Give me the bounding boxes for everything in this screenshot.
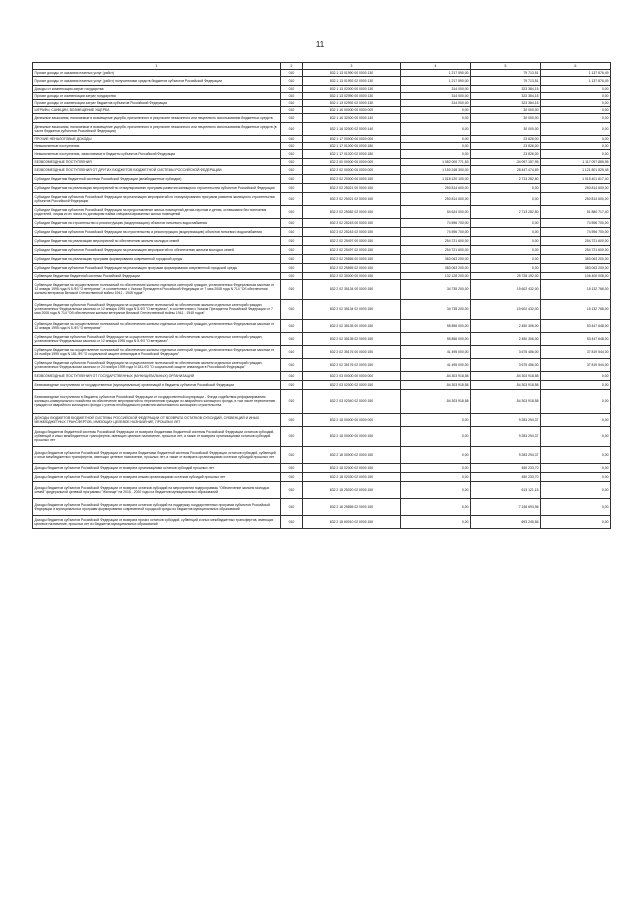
row-line-code-cell: 010 [281, 380, 303, 389]
row-name-cell: Прочие доходы от компенсации затрат бюджетов субъектов Российской Федерации [33, 99, 281, 106]
table-row [33, 99, 611, 106]
row-remaining-cell: 254 721 600,00 [541, 245, 611, 254]
row-name-cell: Прочие доходы от компенсации затрат государства [33, 92, 281, 99]
row-budget-code-cell: 832 2 18 00000 00 0000 000 [303, 413, 401, 426]
row-approved-cell: 0,00 [401, 142, 471, 149]
row-name-cell: Субсидии бюджетам на реализацию мероприятий по обеспечению жильем молодых семей [33, 236, 281, 245]
row-name-cell: Субвенции бюджетам на осуществление полномочий по обеспечению жильем отдельных категорий граждан, установленных Федеральным законом от 12 января 1995 года N 5-ФЗ "О ветеранах" [33, 319, 281, 332]
row-budget-code-cell: 832 1 16 32000 00 0000 140 [303, 113, 401, 122]
row-remaining-cell: 1 015 401 817,40 [541, 174, 611, 183]
table-row [33, 218, 611, 227]
row-executed-cell: 19 602 432,00 [471, 279, 541, 299]
table-body [33, 69, 611, 528]
row-executed-cell: 25 728 192,00 [471, 272, 541, 279]
row-remaining-cell: 53 447 648,00 [541, 319, 611, 332]
row-budget-code-cell: 832 1 17 01020 02 0000 180 [303, 149, 401, 158]
row-remaining-cell: 383 063 200,00 [541, 263, 611, 272]
page-number: 11 [315, 40, 325, 49]
row-line-code-cell: 010 [281, 272, 303, 279]
column-header-5: 5 [471, 63, 541, 70]
row-budget-code-cell: 832 2 02 35176 02 0000 150 [303, 358, 401, 371]
row-remaining-cell: 0,00 [541, 92, 611, 99]
column-header-6: 6 [541, 63, 611, 70]
table-row [33, 263, 611, 272]
row-approved-cell: 55 856 000,00 [401, 332, 471, 345]
row-budget-code-cell: 832 2 02 35134 02 0000 150 [303, 299, 401, 319]
table-row [33, 174, 611, 183]
row-executed-cell: 9 283 294,37 [471, 446, 541, 463]
row-name-cell: Невыясненные поступления, зачисляемые в бюджеты субъектов Российской Федерации [33, 149, 281, 158]
row-line-code-cell: 010 [281, 498, 303, 515]
table-row [33, 358, 611, 371]
row-executed-cell: 0,00 [471, 236, 541, 245]
row-approved-cell: 1 018 120 100,00 [401, 174, 471, 183]
row-line-code-cell: 010 [281, 481, 303, 498]
row-approved-cell: 254 721 600,00 [401, 245, 471, 254]
row-name-cell: Субсидии бюджетам на реализацию программ формирования современной городской среды [33, 254, 281, 263]
row-budget-code-cell: 832 1 13 02000 00 0000 130 [303, 85, 401, 92]
row-remaining-cell: 0,00 [541, 99, 611, 106]
row-approved-cell: 250 814 600,00 [401, 192, 471, 205]
row-executed-cell: 0,00 [471, 245, 541, 254]
table-row [33, 158, 611, 165]
row-line-code-cell: 010 [281, 165, 303, 174]
table-row [33, 426, 611, 446]
column-header-4: 4 [401, 63, 471, 70]
table-row [33, 135, 611, 142]
row-name-cell: Доходы от компенсации затрат государства [33, 85, 281, 92]
row-executed-cell: 30 000,00 [471, 122, 541, 135]
row-executed-cell: 450 233,70 [471, 463, 541, 472]
row-approved-cell: -54 303 918,58 [401, 380, 471, 389]
row-line-code-cell: 010 [281, 158, 303, 165]
table-row [33, 389, 611, 413]
row-line-code-cell: 010 [281, 463, 303, 472]
row-budget-code-cell: 832 2 03 02000 02 0000 150 [303, 380, 401, 389]
row-approved-cell: 0,00 [401, 426, 471, 446]
row-name-cell: БЕЗВОЗМЕЗДНЫЕ ПОСТУПЛЕНИЯ ОТ ГОСУДАРСТВЕННЫХ (МУНИЦИПАЛЬНЫХ) ОРГАНИЗАЦИЙ [33, 371, 281, 380]
row-line-code-cell: 010 [281, 227, 303, 236]
row-executed-cell: 30 000,00 [471, 113, 541, 122]
row-approved-cell: 1 217 590,00 [401, 69, 471, 76]
row-budget-code-cell: 832 2 02 00000 00 0000 000 [303, 165, 401, 174]
row-line-code-cell: 010 [281, 345, 303, 358]
row-executed-cell: 0,00 [471, 218, 541, 227]
row-remaining-cell: 254 721 600,00 [541, 236, 611, 245]
row-remaining-cell: 0,00 [541, 371, 611, 380]
row-line-code-cell: 010 [281, 174, 303, 183]
row-line-code-cell: 010 [281, 319, 303, 332]
row-line-code-cell: 010 [281, 332, 303, 345]
row-executed-cell: 3 675 456,00 [471, 358, 541, 371]
row-executed-cell: -54 303 918,58 [471, 380, 541, 389]
row-approved-cell: 0,00 [401, 122, 471, 135]
row-budget-code-cell: 832 1 13 01992 02 0000 130 [303, 76, 401, 85]
row-remaining-cell: 74 596 700,00 [541, 218, 611, 227]
row-remaining-cell: 0,00 [541, 122, 611, 135]
table-row [33, 183, 611, 192]
row-name-cell: Субсидии бюджетам субъектов Российской Федерации на реализацию программ формирования современной городской среды [33, 263, 281, 272]
row-executed-cell: -54 303 918,58 [471, 371, 541, 380]
table-row [33, 254, 611, 263]
row-approved-cell: 1 082 000 771,53 [401, 158, 471, 165]
row-remaining-cell: 0,00 [541, 106, 611, 113]
row-executed-cell: 2 450 306,00 [471, 319, 541, 332]
row-remaining-cell: 0,00 [541, 446, 611, 463]
table-row [33, 192, 611, 205]
table-row [33, 227, 611, 236]
row-line-code-cell: 010 [281, 113, 303, 122]
row-approved-cell: 383 063 200,00 [401, 254, 471, 263]
row-approved-cell: 314 000,00 [401, 85, 471, 92]
table-row [33, 245, 611, 254]
row-approved-cell: 74 596 700,00 [401, 227, 471, 236]
row-budget-code-cell: 832 1 13 02990 00 0000 130 [303, 92, 401, 99]
row-approved-cell: 0,00 [401, 463, 471, 472]
row-line-code-cell: 010 [281, 76, 303, 85]
row-line-code-cell: 010 [281, 85, 303, 92]
row-executed-cell: 79 713,51 [471, 76, 541, 85]
row-executed-cell: 613 121,15 [471, 481, 541, 498]
table-row [33, 92, 611, 99]
row-approved-cell: 314 000,00 [401, 92, 471, 99]
row-name-cell: ДОХОДЫ БЮДЖЕТОВ БЮДЖЕТНОЙ СИСТЕМЫ РОССИЙСКОЙ ФЕДЕРАЦИИ ОТ ВОЗВРАТА ОСТАТКОВ СУБСИДИЙ, СУБВЕНЦИЙ И ИНЫХ МЕЖБЮДЖЕТНЫХ ТРАНСФЕРТОВ, ИМЕЮЩИХ ЦЕЛЕВОЕ НАЗНАЧЕНИЕ, ПРОШЛЫХ ЛЕТ [33, 413, 281, 426]
row-budget-code-cell: 832 2 02 35176 00 0000 150 [303, 345, 401, 358]
row-approved-cell: 0,00 [401, 413, 471, 426]
table-row [33, 272, 611, 279]
row-budget-code-cell: 832 2 03 00000 00 0000 000 [303, 371, 401, 380]
row-budget-code-cell: 832 1 13 02992 02 0000 130 [303, 99, 401, 106]
row-budget-code-cell: 832 2 18 02000 02 0000 150 [303, 463, 401, 472]
row-executed-cell: 30 000,00 [471, 106, 541, 113]
row-approved-cell: 54 624 000,00 [401, 205, 471, 218]
row-name-cell: Субвенции бюджетам субъектов Российской Федерации на осуществление полномочий по обеспечению жильем отдельных категорий граждан, установленных Федеральным законом от 24 ноября 1995 года N 181-ФЗ "О социальной защите инвалидов в Российской Федерации" [33, 358, 281, 371]
row-name-cell: Безвозмездные поступления от государственных (муниципальных) организаций в бюджеты субъектов Российской Федерации [33, 380, 281, 389]
income-table [32, 62, 611, 529]
row-line-code-cell: 010 [281, 122, 303, 135]
row-approved-cell: 0,00 [401, 446, 471, 463]
row-budget-code-cell: 832 2 18 02030 02 0000 150 [303, 472, 401, 481]
row-executed-cell: 79 713,51 [471, 69, 541, 76]
row-name-cell: Денежные взыскания, налагаемые в возмещение ущерба, причиненного в результате незаконного или нецелевого использования бюджетных средств [33, 113, 281, 122]
row-remaining-cell: 0,00 [541, 113, 611, 122]
row-remaining-cell: 250 814 600,00 [541, 183, 611, 192]
row-line-code-cell: 010 [281, 358, 303, 371]
row-budget-code-cell: 832 2 02 25243 00 0000 150 [303, 218, 401, 227]
row-remaining-cell: 53 447 648,00 [541, 332, 611, 345]
table-row [33, 481, 611, 498]
row-budget-code-cell: 832 2 02 35135 00 0000 150 [303, 319, 401, 332]
row-budget-code-cell: 832 2 02 35134 00 0000 150 [303, 279, 401, 299]
table-row [33, 106, 611, 113]
row-budget-code-cell: 832 1 13 01990 00 0000 130 [303, 69, 401, 76]
row-line-code-cell: 010 [281, 371, 303, 380]
row-executed-cell: 7 246 693,96 [471, 498, 541, 515]
row-executed-cell: 2 713 282,80 [471, 174, 541, 183]
row-name-cell: Доходы бюджетов субъектов Российской Федерации от возврата остатков субсидий на поддержку государственных программ субъектов Российской Федерации и муниципальных программ формирования современной городской среды из бюджетов муниципальных образований [33, 498, 281, 515]
row-name-cell: Субсидии бюджетам бюджетной системы Российской Федерации (межбюджетные субсидии) [33, 174, 281, 183]
row-name-cell: Субсидии бюджетам на реализацию мероприятий по стимулированию программ развития жилищного строительства субъектов Российской Федерации [33, 183, 281, 192]
row-name-cell: Субсидии бюджетам субъектов Российской Федерации на реализацию мероприятий по стимулированию программ развития жилищного строительства субъектов Российской Федерации [33, 192, 281, 205]
row-executed-cell: 23 826,00 [471, 142, 541, 149]
row-remaining-cell: 0,00 [541, 515, 611, 528]
row-budget-code-cell: 832 2 18 00000 00 0000 150 [303, 426, 401, 446]
table-row [33, 371, 611, 380]
row-remaining-cell: 106 400 008,00 [541, 272, 611, 279]
row-remaining-cell: 0,00 [541, 135, 611, 142]
row-executed-cell: -34 097 157,95 [471, 158, 541, 165]
row-executed-cell: 2 713 282,80 [471, 205, 541, 218]
row-budget-code-cell: 832 2 18 25020 02 0000 150 [303, 481, 401, 498]
row-line-code-cell: 010 [281, 149, 303, 158]
row-budget-code-cell: 832 2 02 20000 00 0000 150 [303, 174, 401, 183]
row-remaining-cell: 1 121 801 825,45 [541, 165, 611, 174]
row-executed-cell: 9 283 294,37 [471, 426, 541, 446]
row-line-code-cell: 010 [281, 426, 303, 446]
table-header-row [33, 63, 611, 70]
row-remaining-cell: 0,00 [541, 413, 611, 426]
row-line-code-cell: 010 [281, 279, 303, 299]
row-budget-code-cell: 832 2 02 35135 02 0000 150 [303, 332, 401, 345]
table-row [33, 319, 611, 332]
row-approved-cell: 1 217 590,00 [401, 76, 471, 85]
row-remaining-cell: 1 137 876,49 [541, 76, 611, 85]
row-remaining-cell: 250 814 600,00 [541, 192, 611, 205]
row-budget-code-cell: 832 1 16 32000 02 0000 140 [303, 122, 401, 135]
row-line-code-cell: 010 [281, 446, 303, 463]
row-line-code-cell: 010 [281, 106, 303, 113]
table-row [33, 205, 611, 218]
table-row [33, 69, 611, 76]
row-name-cell: Субсидии бюджетам субъектов Российской Федерации на строительство и реконструкцию (модернизацию) объектов питьевого водоснабжения [33, 227, 281, 236]
row-approved-cell: -54 303 918,58 [401, 389, 471, 413]
row-executed-cell: 2 450 306,00 [471, 332, 541, 345]
row-name-cell: Безвозмездные поступления в бюджеты субъектов Российской Федерации от государственной корпорации - Фонда содействия реформированию жилищно-коммунального хозяйства на обеспечение мероприятий по переселению граждан из аварийного жилищного фонда, в том числе переселению граждан из аварийного жилищного фонда с учетом необходимости развития малоэтажного жилищного строительства [33, 389, 281, 413]
row-budget-code-cell: 832 2 02 25021 00 0000 150 [303, 183, 401, 192]
row-name-cell: ШТРАФЫ, САНКЦИИ, ВОЗМЕЩЕНИЕ УЩЕРБА [33, 106, 281, 113]
table-row [33, 165, 611, 174]
table-row [33, 142, 611, 149]
row-executed-cell: 0,00 [471, 183, 541, 192]
row-remaining-cell: 1 117 097 885,95 [541, 158, 611, 165]
table-row [33, 380, 611, 389]
row-budget-code-cell: 832 2 02 25497 00 0000 150 [303, 236, 401, 245]
row-approved-cell: 0,00 [401, 149, 471, 158]
row-name-cell: Невыясненные поступления [33, 142, 281, 149]
row-remaining-cell: 1 137 876,49 [541, 69, 611, 76]
row-executed-cell: 0,00 [471, 192, 541, 205]
row-remaining-cell: 0,00 [541, 85, 611, 92]
table-row [33, 236, 611, 245]
row-approved-cell: 0,00 [401, 106, 471, 113]
row-approved-cell: 41 495 000,00 [401, 345, 471, 358]
row-approved-cell: 250 814 600,00 [401, 183, 471, 192]
row-remaining-cell: 0,00 [541, 463, 611, 472]
row-budget-code-cell: 832 2 18 25555 02 0000 150 [303, 498, 401, 515]
row-budget-code-cell: 832 2 18 00000 02 0000 150 [303, 446, 401, 463]
row-approved-cell: 254 721 600,00 [401, 236, 471, 245]
row-remaining-cell: 0,00 [541, 481, 611, 498]
column-header-2: 2 [281, 63, 303, 70]
row-line-code-cell: 010 [281, 413, 303, 426]
row-approved-cell: 1 150 248 300,00 [401, 165, 471, 174]
row-line-code-cell: 010 [281, 142, 303, 149]
row-name-cell: Доходы бюджетов субъектов Российской Федерации от возврата иными организациями остатков субсидий прошлых лет [33, 472, 281, 481]
table-row [33, 463, 611, 472]
row-name-cell: Субсидии бюджетам субъектов Российской Федерации на реализацию мероприятий по обеспечению жильем молодых семей [33, 245, 281, 254]
row-remaining-cell: 51 880 717,40 [541, 205, 611, 218]
row-approved-cell: 383 063 200,00 [401, 263, 471, 272]
row-name-cell: Денежные взыскания, налагаемые в возмещение ущерба, причиненного в результате незаконного или нецелевого использования бюджетных средств (в части бюджетов субъектов Российской Федерации) [33, 122, 281, 135]
row-line-code-cell: 010 [281, 183, 303, 192]
row-budget-code-cell: 832 2 02 25555 00 0000 150 [303, 254, 401, 263]
row-executed-cell: 28 447 474,69 [471, 165, 541, 174]
row-name-cell: Субсидии бюджетам на строительство и реконструкцию (модернизацию) объектов питьевого водоснабжения [33, 218, 281, 227]
row-executed-cell: 323 384,15 [471, 92, 541, 99]
table-row [33, 413, 611, 426]
table-row [33, 498, 611, 515]
table-row [33, 76, 611, 85]
column-header-1: 1 [33, 63, 281, 70]
row-line-code-cell: 010 [281, 254, 303, 263]
row-executed-cell: -54 303 918,58 [471, 389, 541, 413]
table-row [33, 332, 611, 345]
table-row [33, 279, 611, 299]
row-approved-cell: 314 000,00 [401, 99, 471, 106]
row-executed-cell: 0,00 [471, 254, 541, 263]
row-approved-cell: 0,00 [401, 515, 471, 528]
row-executed-cell: 693 245,56 [471, 515, 541, 528]
row-line-code-cell: 010 [281, 236, 303, 245]
row-approved-cell: 132 128 200,00 [401, 272, 471, 279]
row-budget-code-cell: 832 2 03 02040 02 0000 150 [303, 389, 401, 413]
row-executed-cell: 9 283 294,37 [471, 413, 541, 426]
row-executed-cell: 0,00 [471, 227, 541, 236]
row-executed-cell: 23 826,00 [471, 135, 541, 142]
row-budget-code-cell: 832 2 00 00000 00 0000 000 [303, 158, 401, 165]
row-budget-code-cell: 832 2 02 25555 02 0000 150 [303, 263, 401, 272]
row-budget-code-cell: 832 1 17 00000 00 0000 000 [303, 135, 401, 142]
row-remaining-cell: 0,00 [541, 149, 611, 158]
row-name-cell: Субвенции бюджетам субъектов Российской Федерации на осуществление полномочий по обеспечению жильем отдельных категорий граждан, установленных Федеральным законом от 12 января 1995 года N 5-ФЗ "О ветеранах" [33, 332, 281, 345]
table-row [33, 446, 611, 463]
row-remaining-cell: 0,00 [541, 426, 611, 446]
row-executed-cell: 19 602 432,00 [471, 299, 541, 319]
row-line-code-cell: 010 [281, 218, 303, 227]
row-name-cell: Доходы бюджетов субъектов Российской Федерации от возврата прочих остатков субсидий, субвенций и иных межбюджетных трансфертов, имеющих целевое назначение, прошлых лет из бюджетов муниципальных образований [33, 515, 281, 528]
row-line-code-cell: 010 [281, 515, 303, 528]
row-approved-cell: 0,00 [401, 498, 471, 515]
row-line-code-cell: 010 [281, 135, 303, 142]
row-approved-cell: 55 856 000,00 [401, 319, 471, 332]
row-remaining-cell: 0,00 [541, 380, 611, 389]
row-line-code-cell: 010 [281, 92, 303, 99]
row-remaining-cell: 74 596 700,00 [541, 227, 611, 236]
row-budget-code-cell: 832 2 02 25497 02 0000 150 [303, 245, 401, 254]
row-line-code-cell: 010 [281, 192, 303, 205]
row-executed-cell: 323 384,15 [471, 99, 541, 106]
row-budget-code-cell: 832 2 02 25082 02 0000 150 [303, 205, 401, 218]
row-name-cell: Субвенции бюджетам на осуществление полномочий по обеспечению жильем отдельных категорий граждан, установленных Федеральным законом от 24 ноября 1995 года N 181-ФЗ "О социальной защите инвалидов в Российской Федерации" [33, 345, 281, 358]
row-approved-cell: 0,00 [401, 135, 471, 142]
row-name-cell: Доходы бюджетов субъектов Российской Федерации от возврата бюджетами бюджетной системы Российской Федерации остатков субсидий, субвенций и иных межбюджетных трансфертов, имеющих целевое назначение, прошлых лет, а также от возврата организациями остатков субсидий прошлых лет [33, 446, 281, 463]
table-row [33, 149, 611, 158]
row-remaining-cell: 0,00 [541, 472, 611, 481]
row-remaining-cell: 383 063 200,00 [541, 254, 611, 263]
row-remaining-cell: 37 819 544,00 [541, 345, 611, 358]
row-budget-code-cell: 832 2 02 30000 00 0000 150 [303, 272, 401, 279]
row-executed-cell: 450 233,70 [471, 472, 541, 481]
row-executed-cell: 23 826,00 [471, 149, 541, 158]
row-approved-cell: -54 303 918,58 [401, 371, 471, 380]
row-executed-cell: 323 384,15 [471, 85, 541, 92]
row-name-cell: ПРОЧИЕ НЕНАЛОГОВЫЕ ДОХОДЫ [33, 135, 281, 142]
row-approved-cell: 0,00 [401, 481, 471, 498]
row-name-cell: БЕЗВОЗМЕЗДНЫЕ ПОСТУПЛЕНИЯ ОТ ДРУГИХ БЮДЖЕТОВ БЮДЖЕТНОЙ СИСТЕМЫ РОССИЙСКОЙ ФЕДЕРАЦИИ [33, 165, 281, 174]
row-line-code-cell: 010 [281, 99, 303, 106]
row-line-code-cell: 010 [281, 263, 303, 272]
table-row [33, 122, 611, 135]
row-name-cell: Доходы бюджетов субъектов Российской Федерации от возврата организациями остатков субсидий прошлых лет [33, 463, 281, 472]
row-line-code-cell: 010 [281, 69, 303, 76]
row-line-code-cell: 010 [281, 472, 303, 481]
row-line-code-cell: 010 [281, 245, 303, 254]
row-line-code-cell: 010 [281, 299, 303, 319]
table-row [33, 472, 611, 481]
row-remaining-cell: 15 132 768,00 [541, 279, 611, 299]
row-budget-code-cell: 832 2 18 60010 02 0000 150 [303, 515, 401, 528]
row-budget-code-cell: 832 1 16 00000 00 0000 000 [303, 106, 401, 113]
row-approved-cell: 41 495 000,00 [401, 358, 471, 371]
row-executed-cell: 0,00 [471, 263, 541, 272]
table-row [33, 299, 611, 319]
row-remaining-cell: 37 819 544,00 [541, 358, 611, 371]
row-budget-code-cell: 832 2 02 25243 02 0000 150 [303, 227, 401, 236]
row-name-cell: Субвенции бюджетам бюджетной системы Российской Федерации [33, 272, 281, 279]
row-name-cell: БЕЗВОЗМЕЗДНЫЕ ПОСТУПЛЕНИЯ [33, 158, 281, 165]
column-header-3: 3 [303, 63, 401, 70]
row-approved-cell: 34 735 200,00 [401, 279, 471, 299]
row-name-cell: Доходы бюджетов субъектов Российской Федерации от возврата остатков субсидий на мероприятия подпрограммы "Обеспечение жильем молодых семей" федеральной целевой программы "Жилище" на 2015 - 2020 годы из бюджетов муниципальных образований [33, 481, 281, 498]
row-line-code-cell: 010 [281, 389, 303, 413]
row-name-cell: Субвенции бюджетам на осуществление полномочий по обеспечению жильем отдельных категорий граждан, установленных Федеральным законом от 12 января 1995 года N 5-ФЗ "О ветеранах", в соответствии с Указом Президента Российской Федерации от 7 мая 2008 года N 714 "Об обеспечении жильем ветеранов Великой Отечественной войны 1941 - 1945 годов" [33, 279, 281, 299]
table-row [33, 113, 611, 122]
row-remaining-cell: 0,00 [541, 498, 611, 515]
row-remaining-cell: 15 132 768,00 [541, 299, 611, 319]
row-approved-cell: 34 735 200,00 [401, 299, 471, 319]
row-approved-cell: 0,00 [401, 113, 471, 122]
row-approved-cell: 0,00 [401, 472, 471, 481]
row-line-code-cell: 010 [281, 205, 303, 218]
row-remaining-cell: 0,00 [541, 142, 611, 149]
row-budget-code-cell: 832 1 17 01000 00 0000 180 [303, 142, 401, 149]
table-row [33, 85, 611, 92]
row-name-cell: Прочие доходы от оказания платных услуг (работ) получателями средств бюджетов субъектов Российской Федерации [33, 76, 281, 85]
row-remaining-cell: 0,00 [541, 389, 611, 413]
row-name-cell: Субсидии бюджетам субъектов Российской Федерации на предоставление жилых помещений детям-сиротам и детям, оставшимся без попечения родителей, лицам из их числа по договорам найма специализированных жилых помещений [33, 205, 281, 218]
row-budget-code-cell: 832 2 02 25021 02 0000 150 [303, 192, 401, 205]
row-name-cell: Доходы бюджетов бюджетной системы Российской Федерации от возврата бюджетами бюджетной системы Российской Федерации остатков субсидий, субвенций и иных межбюджетных трансфертов, имеющих целевое назначение, прошлых лет, а также от возврата организациями остатков субсидий прошлых лет [33, 426, 281, 446]
row-name-cell: Прочие доходы от оказания платных услуг (работ) [33, 69, 281, 76]
row-executed-cell: 3 675 456,00 [471, 345, 541, 358]
row-approved-cell: 74 596 700,00 [401, 218, 471, 227]
row-name-cell: Субвенции бюджетам субъектов Российской Федерации на осуществление полномочий по обеспечению жильем отдельных категорий граждан, установленных Федеральным законом от 12 января 1995 года N 5-ФЗ "О ветеранах", в соответствии с Указом Президента Российской Федерации от 7 мая 2008 года N 714 "Об обеспечении жильем ветеранов Великой Отечественной войны 1941 - 1945 годов" [33, 299, 281, 319]
table-row [33, 515, 611, 528]
table-row [33, 345, 611, 358]
